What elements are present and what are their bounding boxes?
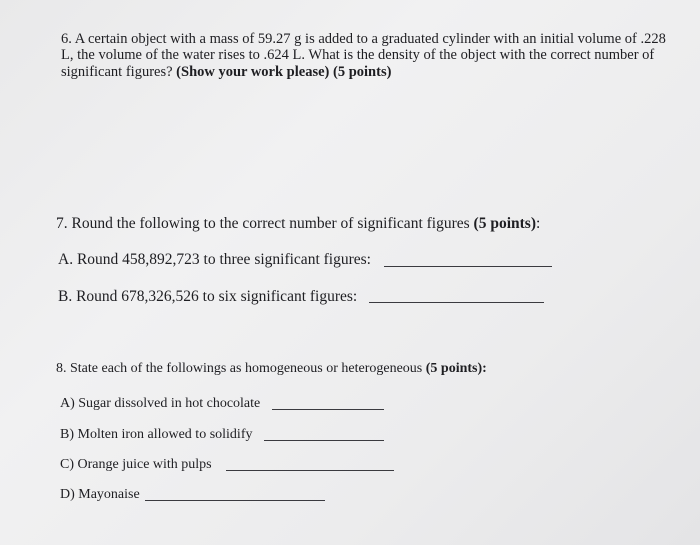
q6-points: (5 points) (333, 64, 392, 80)
q7-item-a: A. Round 458,892,723 to three significant figures: (58, 251, 371, 268)
q7-answer-blank-b[interactable] (369, 302, 544, 303)
q6-show-work-note: (Show your work please) (176, 64, 330, 80)
q6-line-1: 6. A certain object with a mass of 59.27 g is added to a graduated cylinder with an initial volume of .228 (61, 31, 666, 47)
q8-answer-blank-d[interactable] (145, 500, 325, 501)
q7-item-b: B. Round 678,326,526 to six significant figures: (58, 288, 358, 305)
q8-answer-blank-c[interactable] (226, 470, 394, 471)
q8-item-b: B) Molten iron allowed to solidify (60, 427, 253, 442)
q7-heading-text: 7. Round the following to the correct number of significant figures (56, 215, 474, 232)
q8-item-d: D) Mayonaise (60, 487, 140, 502)
q8-item-c: C) Orange juice with pulps (60, 457, 212, 472)
q6-line-3 (61, 64, 391, 81)
q6-line-2: L, the volume of the water rises to .624 L. What is the density of the object with the correct number of (61, 47, 655, 63)
q8-answer-blank-b[interactable] (264, 440, 384, 441)
q8-item-a: A) Sugar dissolved in hot chocolate (60, 396, 261, 411)
q7-heading-colon: : (536, 215, 541, 232)
q6-line-3-text: significant figures? (61, 64, 177, 80)
q8-heading (56, 360, 487, 377)
q8-points: (5 points): (425, 361, 487, 376)
q7-answer-blank-a[interactable] (384, 266, 552, 267)
q8-answer-blank-a[interactable] (272, 409, 384, 410)
q8-heading-text: 8. State each of the followings as homogeneous or heterogeneous (56, 361, 426, 376)
q7-heading (56, 215, 540, 232)
q7-points: (5 points) (473, 215, 536, 232)
